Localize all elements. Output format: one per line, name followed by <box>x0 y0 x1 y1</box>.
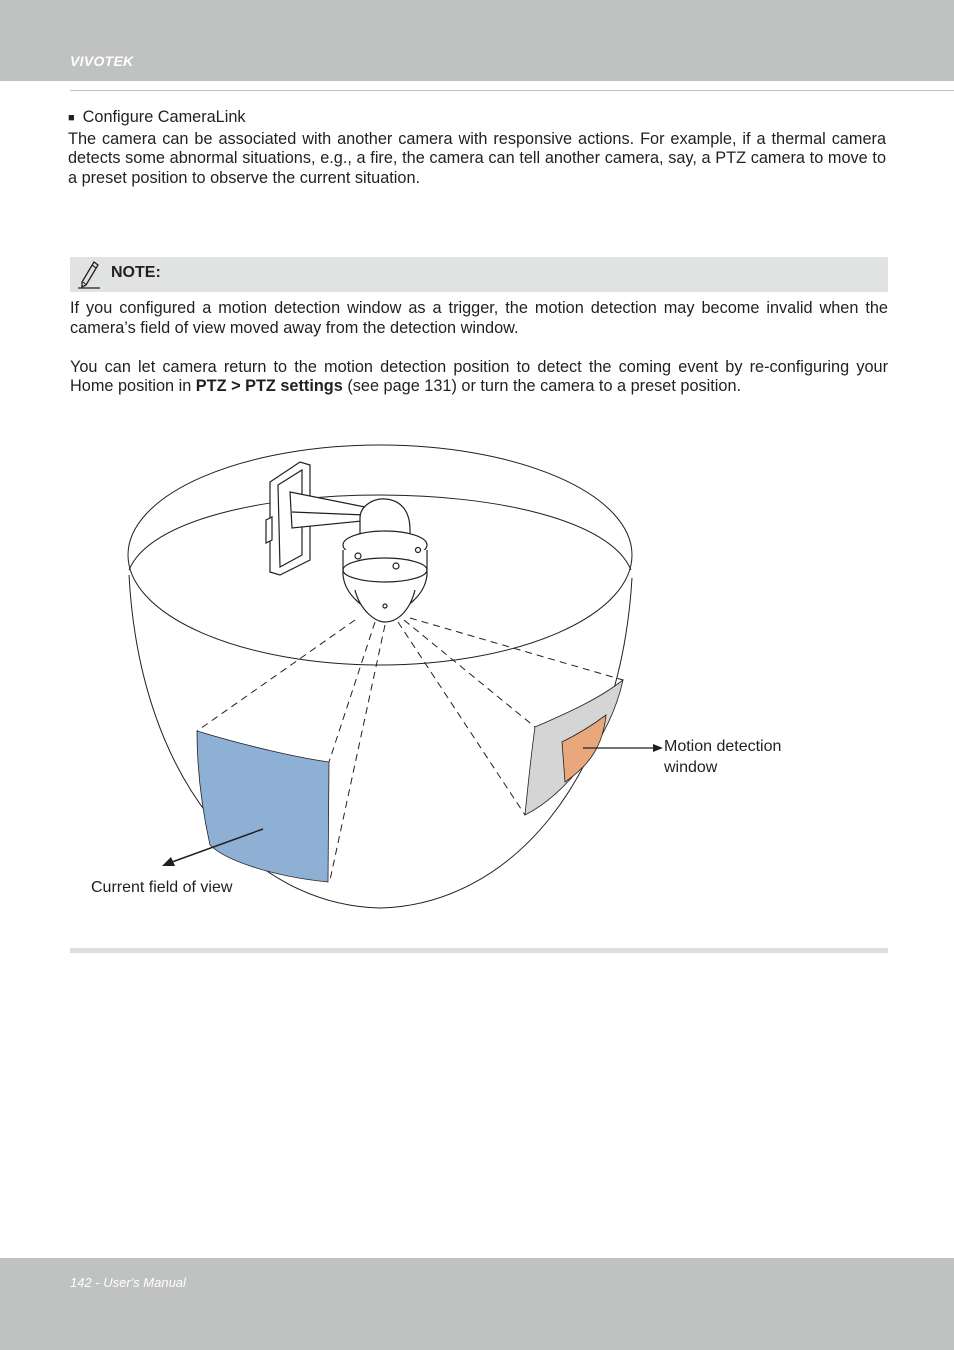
section-title-text: Configure CameraLink <box>82 108 246 126</box>
note-paragraph-1: If you configured a motion detection window as a trigger, the motion detection may become invalid when the camera’s field of view moved away from the detection window. <box>70 299 888 337</box>
header-divider <box>70 90 954 91</box>
header-bar <box>0 0 954 81</box>
field-of-view-panel <box>197 731 329 882</box>
pencil-icon <box>76 259 102 289</box>
note-paragraph-2: You can let camera return to the motion detection position to detect the coming event by re-configuring your Home position in PTZ > PTZ settings (see page 131) or turn the camera to a preset position. <box>70 357 888 395</box>
footer-bar <box>0 1258 954 1350</box>
cameralink-section <box>68 108 886 188</box>
ptz-camera-diagram <box>90 440 810 910</box>
section-divider <box>70 948 888 953</box>
note-content <box>70 299 888 416</box>
motion-detection-label: Motion detection window <box>664 738 782 776</box>
brand-logo: VIVOTEK <box>70 53 134 69</box>
page-number: 142 - User's Manual <box>70 1275 186 1290</box>
note-bar <box>70 257 888 292</box>
field-of-view-label: Current field of view <box>91 879 233 896</box>
section-title <box>68 108 886 130</box>
ptz-settings-path: PTZ > PTZ settings <box>195 377 343 395</box>
section-body: The camera can be associated with another camera with responsive actions. For example, if a thermal camera detects some abnormal situations, e.g., a fire, the camera can tell another camera, say, a PTZ camera to move to a preset position to observe the current situation. <box>68 129 886 187</box>
note-label: NOTE: <box>111 264 161 281</box>
bullet: ■ <box>68 112 75 124</box>
